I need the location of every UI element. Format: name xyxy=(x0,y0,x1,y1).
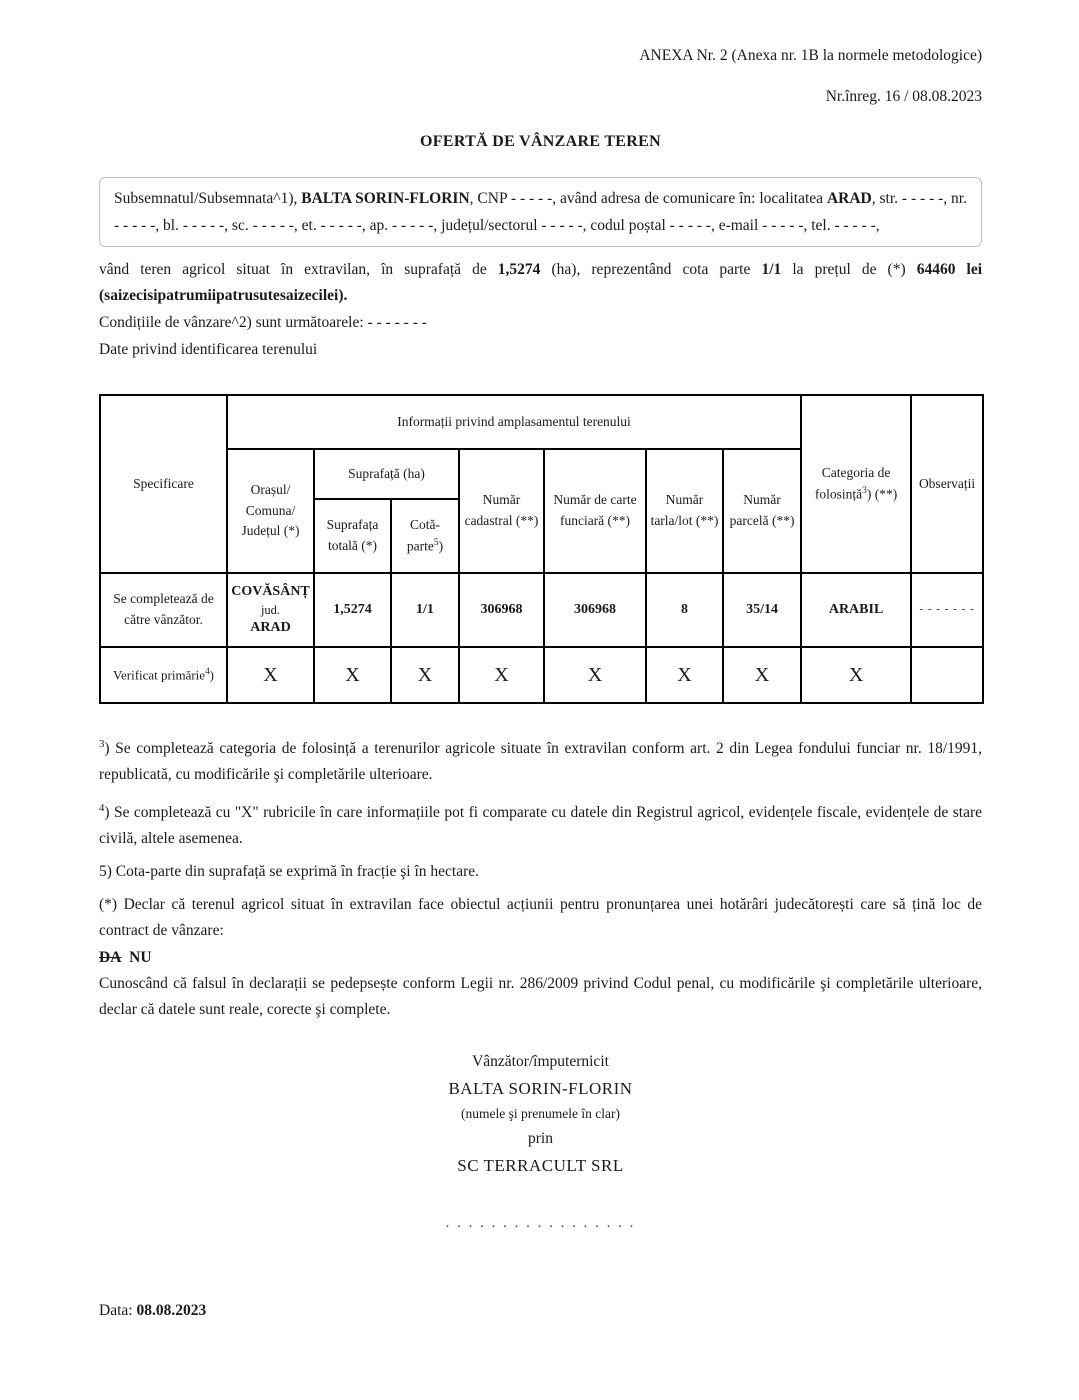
sale-segment: (ha), reprezentând cota parte xyxy=(540,261,762,278)
signature-prin: prin xyxy=(528,1130,553,1148)
verify-mark: X xyxy=(391,647,459,703)
signature-dotted-line: . . . . . . . . . . . . . . . . . xyxy=(445,1215,636,1232)
share-fraction: 1/1 xyxy=(761,261,782,278)
land-area: 1,5274 xyxy=(497,261,541,278)
header-nr-cadastral: Număr cadastral (**) xyxy=(459,449,544,573)
header-observatii: Observații xyxy=(911,395,983,573)
table-row-seller xyxy=(100,573,983,647)
intro-segment: Subsemnatul/Subsemnata^1), xyxy=(114,190,302,207)
sale-segment: la prețul de (*) xyxy=(781,261,917,278)
header-specificare: Specificare xyxy=(100,395,227,573)
cell-nr-cadastral: 306968 xyxy=(459,573,544,647)
cell-nr-tarla: 8 xyxy=(646,573,723,647)
cell-cota-parte: 1/1 xyxy=(391,573,459,647)
header-nr-carte-funciara: Număr de carte funciară (**) xyxy=(544,449,646,573)
land-identification-heading: Date privind identificarea terenului xyxy=(99,341,318,358)
verify-mark-empty xyxy=(911,647,983,703)
primarie-label-sup: 4 xyxy=(205,666,210,677)
header-nr-parcela: Număr parcelă (**) xyxy=(723,449,801,573)
footnote-4-sup: 4 xyxy=(99,802,105,815)
primarie-row-label xyxy=(100,647,227,703)
sale-segment: vând teren agricol situat în extravilan, în suprafață de xyxy=(99,261,498,278)
verify-mark: X xyxy=(646,647,723,703)
price-value: 64460 lei xyxy=(916,261,983,278)
cell-localitate xyxy=(227,573,314,647)
nu-option: NU xyxy=(129,949,152,967)
seller-name: BALTA SORIN-FLORIN xyxy=(301,190,470,207)
verify-mark: X xyxy=(227,647,314,703)
footnote-5: 5) Cota-parte din suprafață se exprimă în fracție şi în hectare. xyxy=(99,863,480,881)
date-value: 08.08.2023 xyxy=(136,1302,207,1320)
penal-declaration: Cunoscând că falsul în declarații se pedepsește conform Legii nr. 286/2009 privind Codul penal, cu modificările şi completările ulterioare, declar că datele sunt reale, corecte şi complete. xyxy=(99,975,982,1019)
verify-mark: X xyxy=(723,647,801,703)
star-declaration: (*) Declar că terenul agricol situat în extravilan face obiectul acțiunii pentru pronunțarea unei hotărâri judecătorești care să țină loc de contract de vânzare: xyxy=(99,896,982,940)
cell-categoria: ARABIL xyxy=(801,573,911,647)
verify-mark: X xyxy=(801,647,911,703)
table-row-primarie xyxy=(100,647,983,703)
localitate-judet: ARAD xyxy=(250,620,291,636)
date-line xyxy=(99,1302,982,1320)
localitate-name: COVĂSÂNȚ xyxy=(231,583,310,599)
registration-number: Nr.înreg. 16 / 08.08.2023 xyxy=(825,88,982,105)
header-cota-parte xyxy=(391,499,459,573)
primarie-label-text: Verificat primărie xyxy=(113,667,206,683)
sale-conditions-line: Condițiile de vânzare^2) sunt următoarele: - - - - - - - xyxy=(99,314,427,331)
footnotes-section xyxy=(99,731,982,1023)
signature-block xyxy=(99,1053,982,1232)
sale-paragraph xyxy=(99,257,982,309)
footnote-4-text: ) Se completează cu "X" rubricile în care informațiile pot fi comparate cu datele din Registrul agricol, evidențele fiscale, evidențele de stare civilă, altele asemenea. xyxy=(99,804,982,848)
signature-hint: (numele şi prenumele în clar) xyxy=(461,1106,620,1122)
cell-observatii: - - - - - - - xyxy=(911,573,983,647)
header-categoria xyxy=(801,395,911,573)
cell-nr-parcela: 35/14 xyxy=(723,573,801,647)
header-info-span: Informații privind amplasamentul terenului xyxy=(227,395,801,449)
header-categoria-sup: 3 xyxy=(862,485,867,496)
date-label: Data: xyxy=(99,1302,133,1320)
header-cota-parte-sup: 5 xyxy=(433,537,439,548)
signature-role: Vânzător/împuternicit xyxy=(472,1053,609,1071)
header-suprafata-ha: Suprafață (ha) xyxy=(314,449,459,499)
signature-company: SC TERRACULT SRL xyxy=(457,1156,624,1176)
header-orasul: Orașul/ Comuna/ Județul (*) xyxy=(227,449,314,573)
verify-mark: X xyxy=(314,647,391,703)
anexa-note: ANEXA Nr. 2 (Anexa nr. 1B la normele metodologice) xyxy=(639,47,982,64)
verify-mark: X xyxy=(544,647,646,703)
primarie-label-post: ) xyxy=(209,667,214,683)
header-cota-parte-post: ) xyxy=(438,538,444,554)
footnote-3 xyxy=(99,731,982,788)
cell-suprafata-totala: 1,5274 xyxy=(314,573,391,647)
subscriber-intro-box xyxy=(99,177,982,247)
footnote-3-sup: 3 xyxy=(99,738,105,750)
da-option: DA xyxy=(99,949,122,967)
footnote-4 xyxy=(99,795,982,852)
verify-mark: X xyxy=(459,647,544,703)
intro-segment: , str. - - - - -, nr. - - - - -, bl. - - - - -, sc. - - - - -, et. - - - - -, ap. - - - - -, județul/sectorul - - - - -, codul poștal - - - - -, e-mail - - - - -, tel. - - - - -, xyxy=(114,190,967,234)
localitate-jud: jud. xyxy=(260,602,281,617)
cell-nr-carte-funciara: 306968 xyxy=(544,573,646,647)
header-categoria-text: Categoria de folosință xyxy=(814,464,891,502)
header-cota-parte-text: Cotă- parte xyxy=(406,516,440,554)
document-title: OFERTĂ DE VÂNZARE TEREN xyxy=(420,133,661,150)
seller-row-label: Se completează de către vânzător. xyxy=(100,573,227,647)
da-nu-line xyxy=(99,945,982,971)
price-in-words: (saizecisipatrumiipatrusutesaizecilei). xyxy=(99,287,348,304)
signature-name: BALTA SORIN-FLORIN xyxy=(448,1079,633,1099)
header-nr-tarla: Număr tarla/lot (**) xyxy=(646,449,723,573)
footnote-3-text: ) Se completează categoria de folosință a terenurilor agricole situate în extravilan conform art. 2 din Legea fondului funciar nr. 18/1991, republicată, cu modificările şi completările ulterioare. xyxy=(99,740,982,784)
seller-locality: ARAD xyxy=(826,190,872,207)
header-categoria-post: ) (**) xyxy=(866,486,898,502)
header-suprafata-totala: Suprafața totală (*) xyxy=(314,499,391,573)
land-identification-table xyxy=(99,394,984,704)
intro-segment: , CNP - - - - -, având adresa de comunicare în: localitatea xyxy=(469,190,827,207)
